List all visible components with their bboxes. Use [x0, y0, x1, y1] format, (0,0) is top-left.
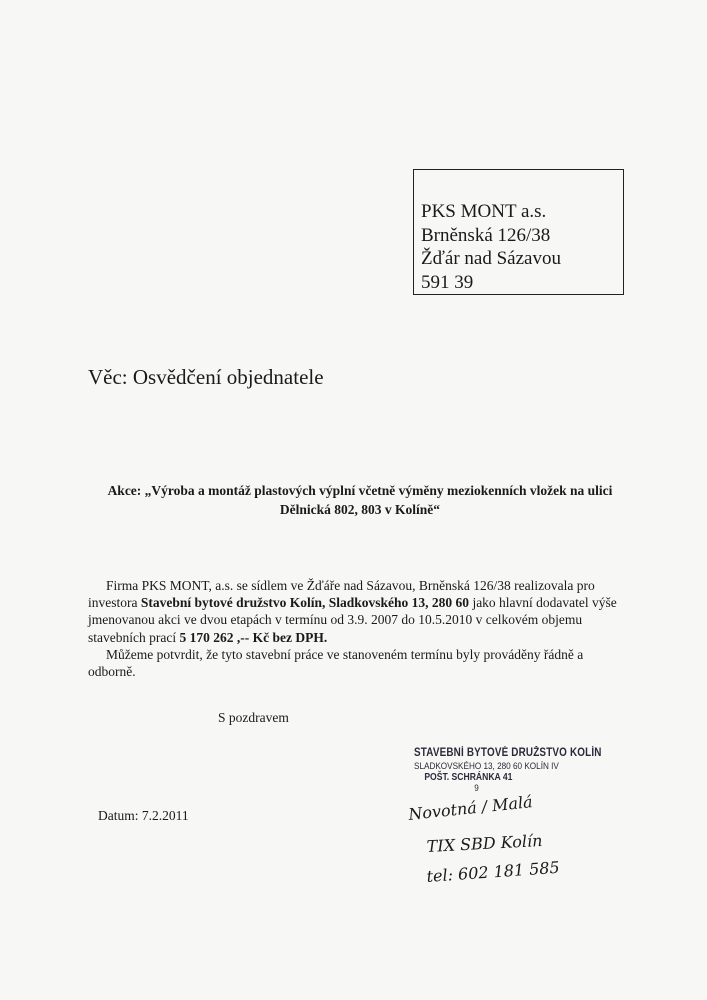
handwritten-signature — [405, 790, 585, 890]
handwritten-line-3: tel: 602 181 585 — [425, 857, 561, 886]
recipient-company: PKS MONT a.s. — [421, 201, 547, 222]
recipient-city: Žďár nad Sázavou — [421, 248, 561, 269]
recipient-address-box — [413, 169, 624, 295]
letter-date: Datum: 7.2.2011 — [98, 808, 189, 823]
recipient-street: Brněnská 126/38 — [421, 224, 551, 246]
letter-subject: Věc: Osvědčení objednatele — [88, 365, 324, 389]
stamp-line-2: SLADKOVSKÉHO 13, 280 60 KOLÍN IV — [414, 761, 559, 772]
contract-amount: 5 170 262 ,-- Kč bez DPH. — [179, 629, 328, 645]
action-title — [60, 481, 660, 519]
action-title-line-1: Akce: „Výroba a montáž plastových výplní včetně výměny meziokenních vložek na ulici — [107, 483, 613, 498]
recipient-zip: 591 39 — [421, 271, 474, 293]
body-paragraph-1 — [88, 577, 628, 646]
stamp-line-4: 9 — [474, 783, 479, 794]
body-middle: jako hlavní dodavatel výše jmenovanou akci ve dvou etapách v termínu od 3.9. 2007 do 10.5.2010 v celkovém objemu stavebních prací — [88, 595, 617, 645]
body-paragraph-2: Můžeme potvrdit, že tyto stavební práce ve stanoveném termínu byly prováděny řádně a odborně. — [88, 646, 584, 680]
body-intro: Firma PKS MONT, a.s. se sídlem ve Žďáře nad Sázavou, Brněnská 126/38 realizovala pro investora — [88, 578, 595, 611]
investor-name: Stavební bytové družstvo Kolín, Sladkovského 13, 280 60 — [140, 595, 470, 611]
handwritten-line-2: TIX SBD Kolín — [426, 830, 543, 856]
stamp-line-1: STAVEBNÍ BYTOVÉ DRUŽSTVO KOLÍN — [414, 747, 602, 759]
action-title-line-2: Dělnická 802, 803 v Kolíně“ — [279, 502, 441, 517]
closing-greeting: S pozdravem — [218, 710, 289, 725]
letter-body — [88, 577, 628, 680]
stamp-line-3: POŠT. SCHRÁNKA 41 — [424, 772, 513, 783]
handwritten-line-1: Novotná / Malá — [407, 792, 534, 824]
company-stamp — [414, 747, 602, 794]
